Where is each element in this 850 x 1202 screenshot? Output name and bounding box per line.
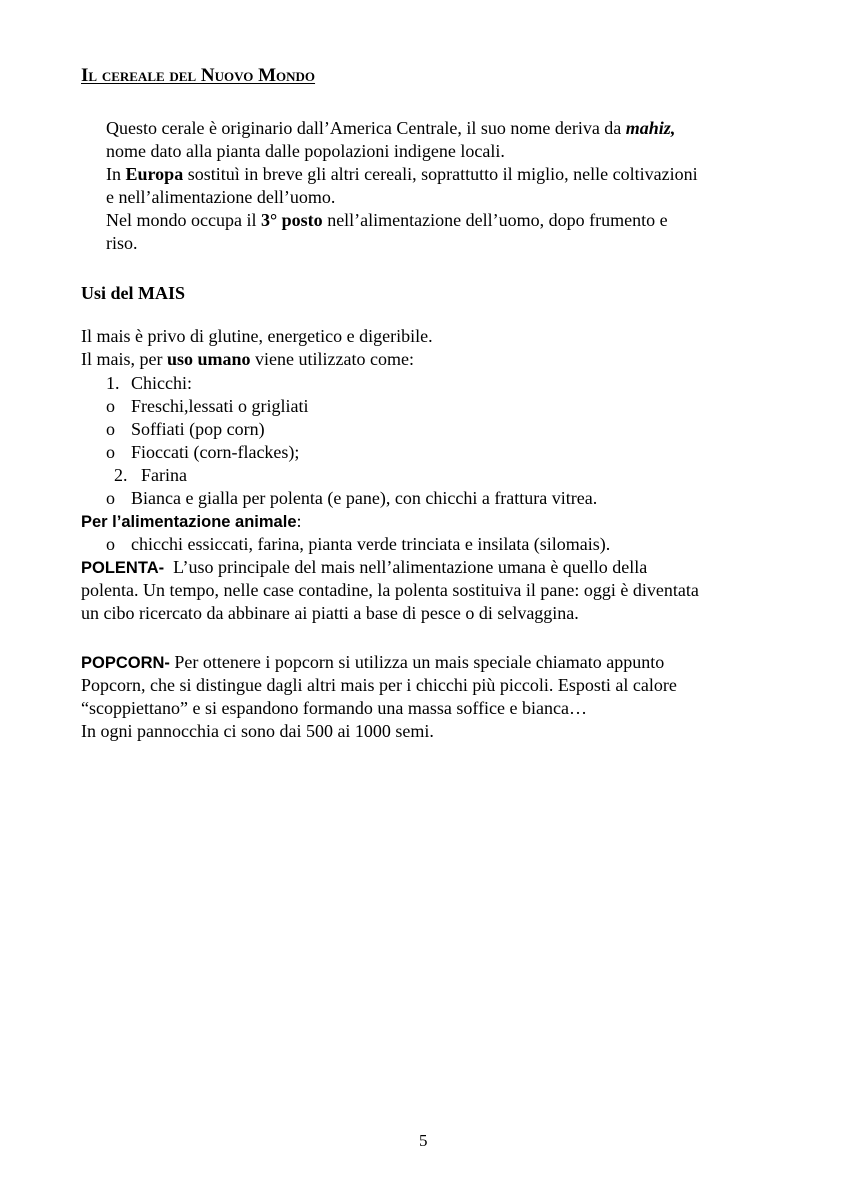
list-item: Freschi,lessati o grigliati: [131, 396, 309, 416]
polenta-label: POLENTA-: [81, 559, 165, 577]
usi-text: Il mais, per: [81, 349, 167, 369]
popcorn-line-2: Popcorn, che si distingue dagli altri mais per i chicchi più piccoli. Esposti al calore: [81, 675, 677, 695]
list-item-farina: Farina: [141, 465, 187, 485]
intro-line-2: nome dato alla pianta dalle popolazioni indigene locali.: [106, 141, 505, 161]
bullet-marker: o: [106, 396, 115, 416]
rank-term: 3° posto: [260, 210, 323, 230]
section-heading-text: Usi del MAIS: [81, 283, 186, 303]
intro-line-6: riso.: [106, 233, 138, 253]
list-number: 2.: [114, 465, 128, 485]
usi-text: viene utilizzato come:: [250, 349, 414, 369]
popcorn-text: Per ottenere i popcorn si utilizza un mais speciale chiamato appunto: [169, 652, 665, 672]
list-item: Bianca e gialla per polenta (e pane), con chicchi a frattura vitrea.: [131, 488, 598, 508]
intro-text: In: [106, 164, 126, 184]
popcorn-label: POPCORN-: [81, 654, 170, 672]
popcorn-line-4: In ogni pannocchia ci sono dai 500 ai 1000 semi.: [81, 721, 434, 741]
page-title: Il cereale del Nuovo Mondo: [81, 65, 316, 86]
europa-term: Europa: [125, 164, 184, 184]
section-heading-usi: [81, 282, 185, 304]
usi-line-2: [81, 348, 414, 370]
polenta-text: L’uso principale del mais nell’alimentazione umana è quello della: [164, 557, 648, 577]
list-number: 1.: [106, 373, 120, 393]
bullet-marker: o: [106, 442, 115, 462]
intro-line-1: [106, 117, 675, 139]
polenta-line-1: [81, 556, 647, 579]
animal-feed-heading: [81, 510, 302, 533]
page-number: 5: [419, 1131, 428, 1150]
animal-feed-label: Per l’alimentazione animale: [81, 513, 297, 531]
polenta-line-3: un cibo ricercato da abbinare ai piatti a base di pesce o di selvaggina.: [81, 603, 579, 623]
intro-line-3: [106, 163, 698, 185]
intro-text: nell’alimentazione dell’uomo, dopo frumento e: [322, 210, 668, 230]
intro-text: sostituì in breve gli altri cereali, soprattutto il miglio, nelle coltivazioni: [183, 164, 698, 184]
list-item: Fioccati (corn-flackes);: [131, 442, 300, 462]
bullet-marker: o: [106, 419, 115, 439]
intro-text: Questo cerale è originario dall’America Centrale, il suo nome deriva da: [106, 118, 626, 138]
usi-line-1: Il mais è privo di glutine, energetico e digeribile.: [81, 326, 433, 346]
mahiz-term: mahiz,: [625, 118, 676, 138]
intro-line-5: [106, 209, 668, 231]
colon: :: [296, 511, 302, 531]
intro-line-4: e nell’alimentazione dell’uomo.: [106, 187, 336, 207]
bullet-marker: o: [106, 534, 115, 554]
polenta-line-2: polenta. Un tempo, nelle case contadine, la polenta sostituiva il pane: oggi è diventata: [81, 580, 699, 600]
uso-umano-term: uso umano: [166, 349, 251, 369]
list-item-chicchi: Chicchi:: [131, 373, 192, 393]
intro-text: Nel mondo occupa il: [106, 210, 261, 230]
list-item: Soffiati (pop corn): [131, 419, 265, 439]
bullet-marker: o: [106, 488, 115, 508]
popcorn-line-3: “scoppiettano” e si espandono formando una massa soffice e bianca…: [81, 698, 587, 718]
list-item: chicchi essiccati, farina, pianta verde trinciata e insilata (silomais).: [131, 534, 611, 554]
popcorn-line-1: [81, 651, 664, 674]
